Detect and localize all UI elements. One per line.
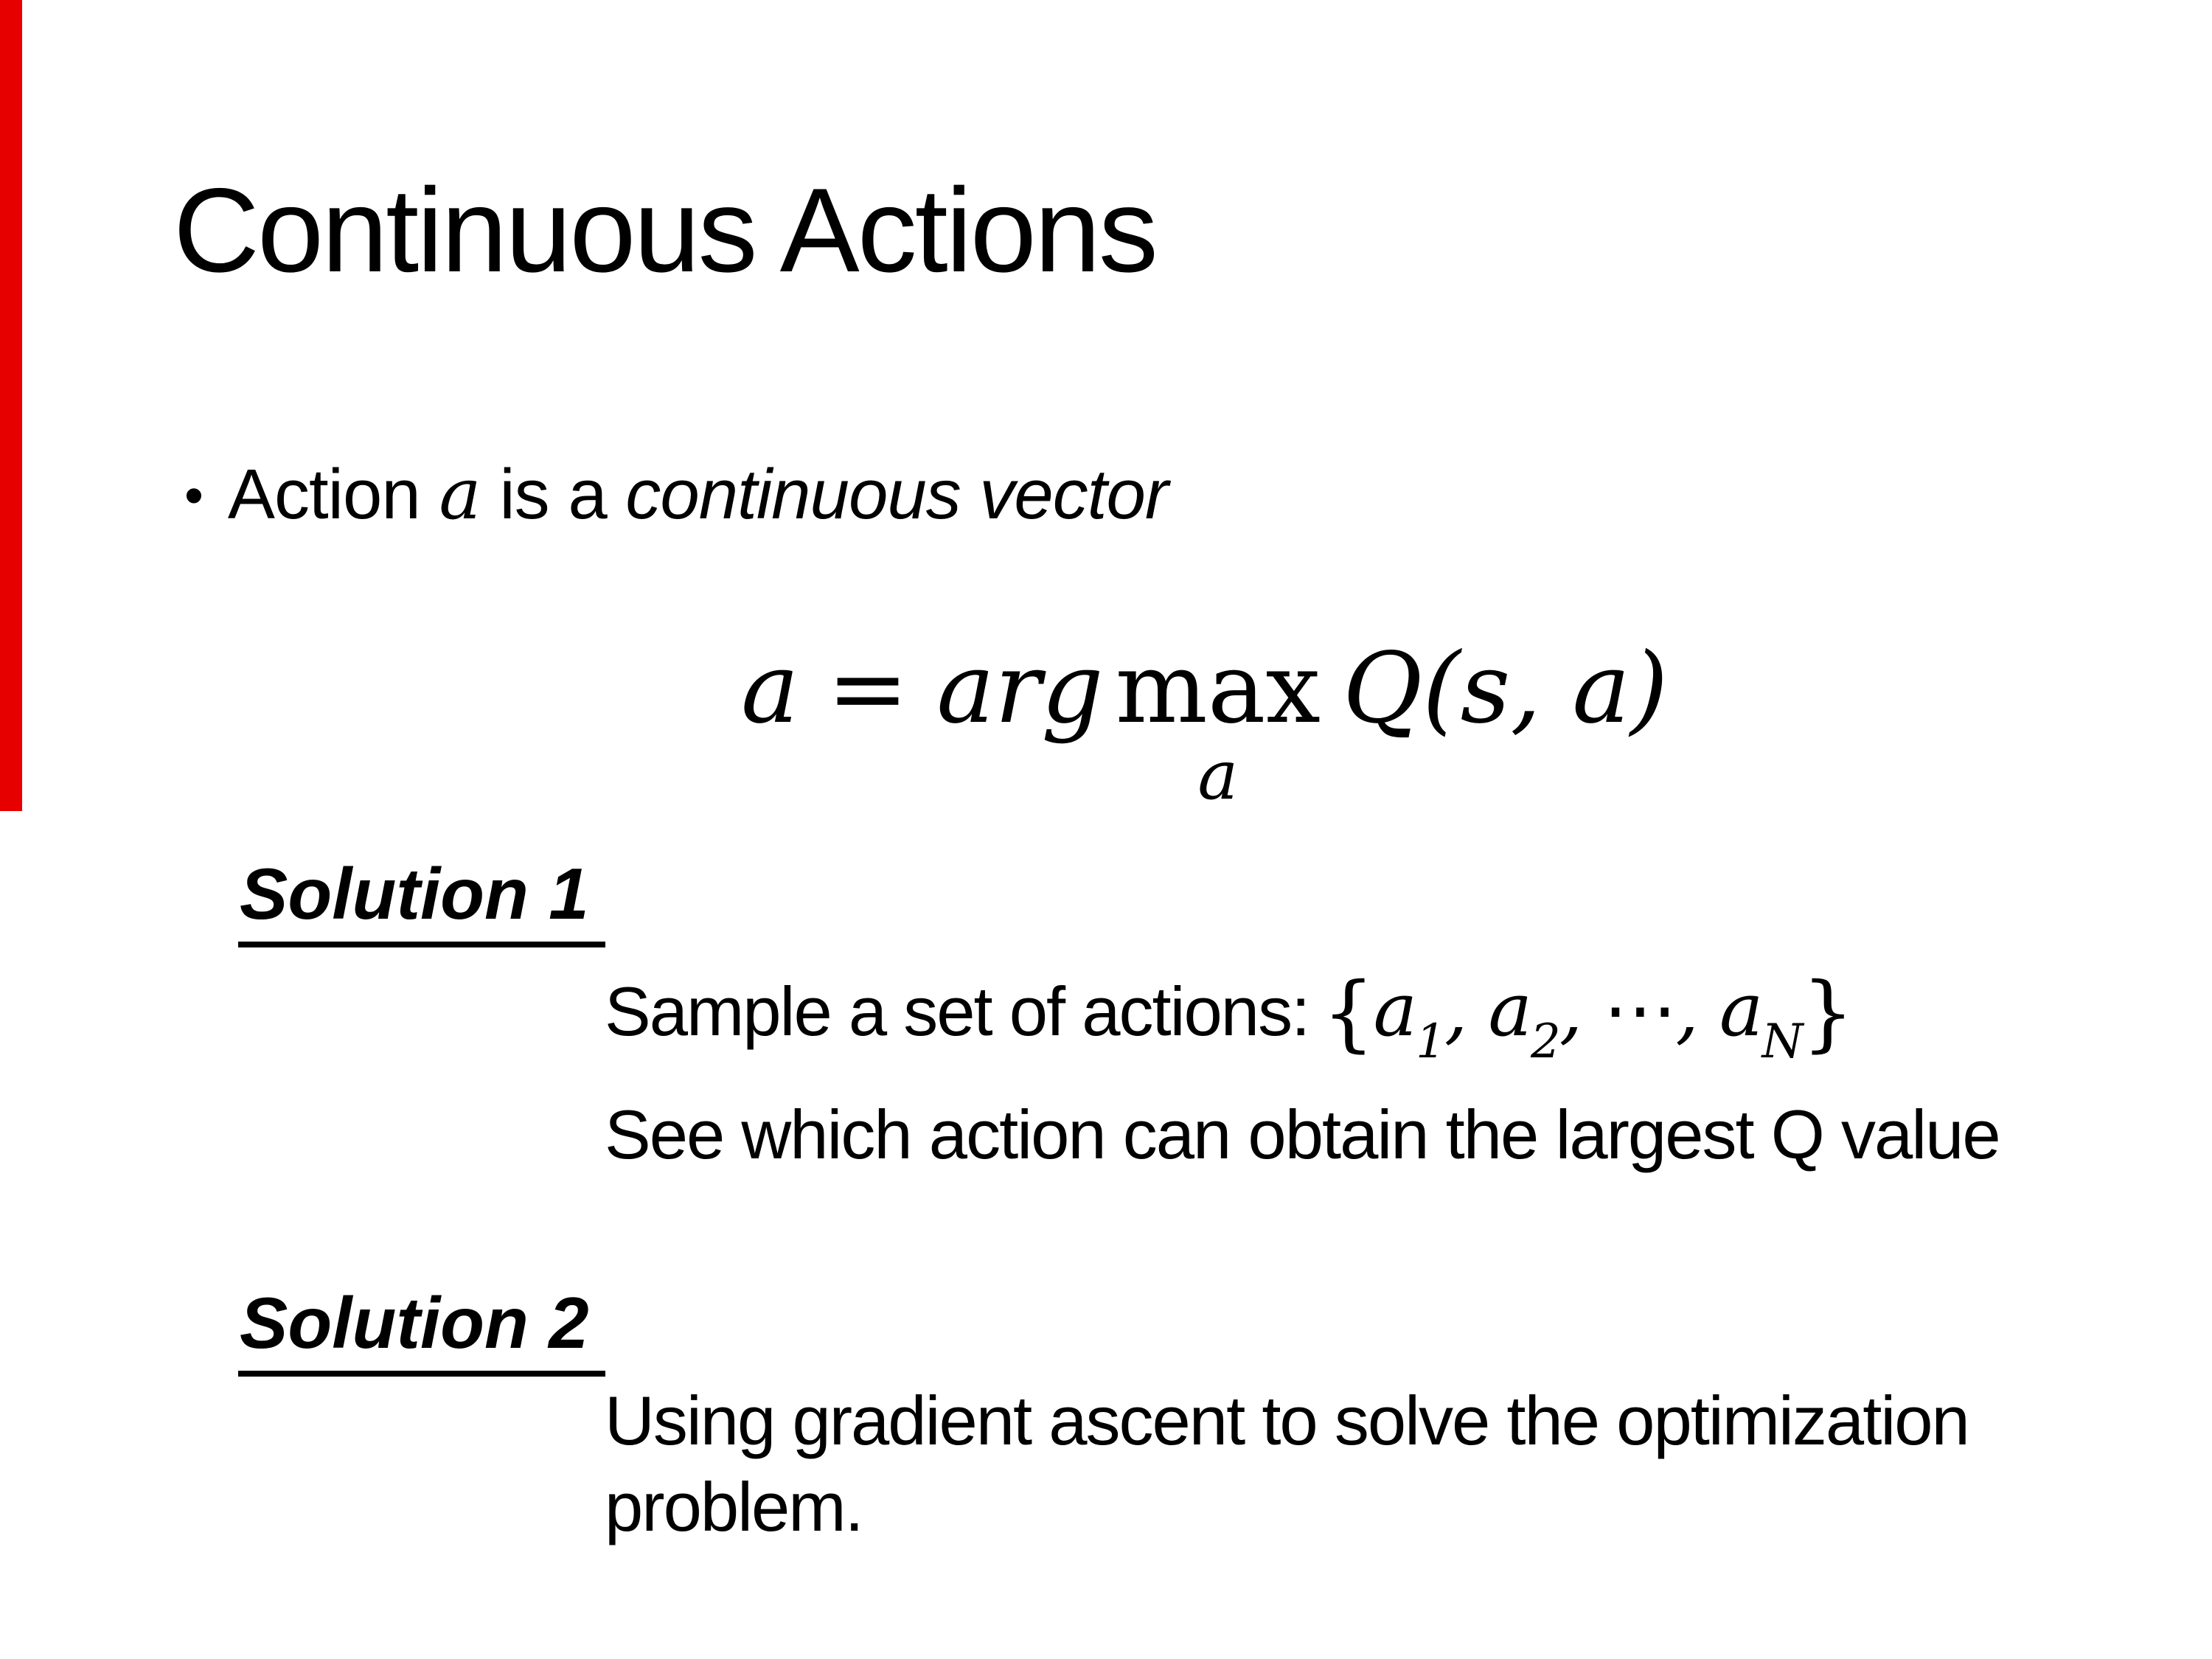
bullet-var-a: a — [439, 453, 481, 535]
action-a1-sub: 1 — [1416, 1015, 1444, 1069]
ellipsis: ⋯ — [1603, 967, 1676, 1053]
bullet-text — [227, 453, 1168, 535]
solution2-line2: problem. — [605, 1468, 863, 1546]
formula-max: max — [1115, 632, 1321, 745]
solution1-line1 — [605, 965, 1853, 1069]
formula-arg: arg — [936, 632, 1104, 745]
bullet-text-mid: is a — [480, 455, 626, 534]
solution1-line1-text: Sample a set of actions: — [605, 973, 1310, 1050]
solution2-line1: Using gradient ascent to solve the optimization — [605, 1382, 1969, 1459]
formula-rhs: Q(s, a) — [1342, 632, 1669, 745]
argmax-formula — [741, 632, 1669, 815]
formula-lhs: a — [741, 632, 799, 745]
action-a2-sub: 2 — [1531, 1015, 1559, 1069]
open-brace: { — [1322, 965, 1374, 1061]
solution2-heading: Solution 2 — [238, 1287, 605, 1377]
comma3: , — [1675, 967, 1719, 1053]
formula-max-group — [1115, 632, 1321, 815]
action-a1: a — [1373, 967, 1416, 1053]
action-aN-sub: N — [1761, 1015, 1802, 1069]
solution1-action-set — [1322, 965, 1853, 1069]
bullet-icon: • — [184, 465, 203, 526]
action-a2: a — [1488, 967, 1531, 1053]
red-accent-bar — [0, 0, 22, 811]
bullet-emphasis: continuous vector — [625, 455, 1168, 534]
bullet-text-pre: Action — [227, 455, 439, 534]
slide-title: Continuous Actions — [173, 164, 1156, 297]
solution1-line2: See which action can obtain the largest Q value — [605, 1096, 2000, 1173]
action-aN: a — [1719, 967, 1762, 1053]
formula-max-subscript: a — [1197, 736, 1239, 815]
close-brace: } — [1801, 965, 1853, 1061]
formula-equals: = — [827, 632, 909, 745]
comma2: , — [1559, 967, 1604, 1053]
comma1: , — [1444, 967, 1489, 1053]
bullet-line — [184, 453, 1168, 535]
solution2-text — [605, 1377, 1969, 1550]
solution1-heading: Solution 1 — [238, 858, 605, 947]
